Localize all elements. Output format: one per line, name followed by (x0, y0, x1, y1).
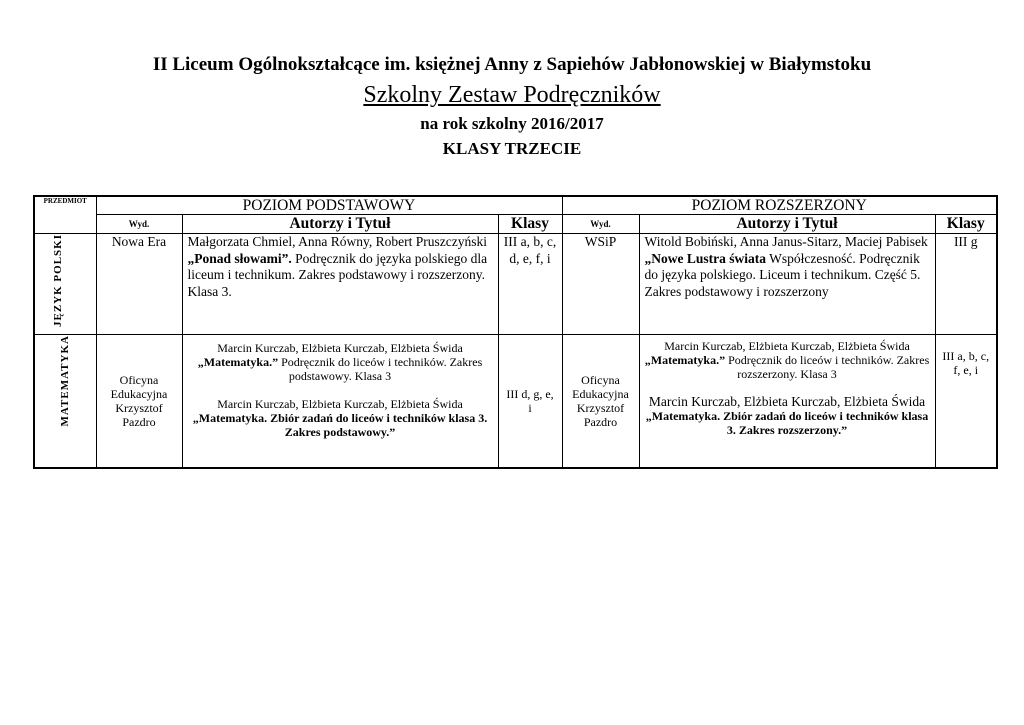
publisher-cell: Nowa Era (96, 234, 182, 335)
book-description: Podręcznik do liceów i techników. Zakres podstawowy. Klasa 3 (278, 355, 483, 383)
publisher-cell: WSiP (562, 234, 639, 335)
book-cell (639, 234, 935, 335)
table-row (34, 335, 997, 469)
book-title: „Matematyka. Zbiór zadań do liceów i techników klasa 3. Zakres rozszerzony.” (645, 409, 929, 437)
basic-level-header: POZIOM PODSTAWOWY (96, 196, 562, 215)
classes-cell: III g (935, 234, 997, 335)
classes-cell: III d, g, e, i (498, 335, 562, 469)
book-authors: Marcin Kurczab, Elżbieta Kurczab, Elżbieta Świda (648, 394, 926, 409)
book-authors: Witold Bobiński, Anna Janus-Sitarz, Maciej Pabisek (644, 234, 928, 249)
classes-cell: III a, b, c, d, e, f, i (498, 234, 562, 335)
book-authors: Małgorzata Chmiel, Anna Równy, Robert Pruszczyński (187, 234, 487, 249)
classes-cell: III a, b, c, f, e, i (935, 335, 997, 469)
subject-label: JĘZYK POLSKI (52, 234, 65, 327)
classes-header-extended: Klasy (935, 215, 997, 234)
book-authors: Marcin Kurczab, Elżbieta Kurczab, Elżbieta Świda (217, 341, 463, 355)
book-description: Podręcznik do liceów i techników. Zakres rozszerzony. Klasa 3 (725, 353, 930, 381)
publisher-header-extended: Wyd. (562, 215, 639, 234)
document-header (0, 50, 1024, 161)
book-title: „Matematyka.” (644, 353, 726, 367)
subject-label: MATEMATYKA (58, 335, 71, 427)
book-description: Współczesność. Podręcznik do języka polskiego. Liceum i technikum. Część 5. Zakres podstawowy i rozszerzony (644, 250, 921, 299)
subject-cell (34, 335, 96, 469)
table-row (34, 234, 997, 335)
book-title: „Nowe Lustra świata (644, 250, 766, 266)
authors-header-basic: Autorzy i Tytuł (182, 215, 498, 234)
book-authors: Marcin Kurczab, Elżbieta Kurczab, Elżbieta Świda (217, 397, 463, 411)
subject-cell (34, 234, 96, 335)
document-title: Szkolny Zestaw Podręczników (363, 82, 661, 108)
level-header-row (34, 196, 997, 215)
book-authors: Marcin Kurczab, Elżbieta Kurczab, Elżbieta Świda (664, 339, 910, 353)
book-title: „Matematyka.” (197, 355, 279, 369)
textbook-table (33, 195, 998, 469)
book-description: Podręcznik do języka polskiego dla liceum i technikum. Zakres podstawowy i rozszerzony. Klasa 3. (187, 250, 488, 299)
book-title: „Matematyka. Zbiór zadań do liceów i techników klasa 3. Zakres podstawowy.” (192, 411, 488, 439)
publisher-cell: Oficyna Edukacyjna Krzysztof Pazdro (562, 335, 639, 469)
school-year: na rok szkolny 2016/2017 (420, 114, 604, 133)
book-title: „Ponad słowami”. (187, 250, 292, 266)
authors-header-extended: Autorzy i Tytuł (639, 215, 935, 234)
column-header-row (34, 215, 997, 234)
book-cell (182, 335, 498, 469)
book-cell (639, 335, 935, 469)
extended-level-header: POZIOM ROZSZERZONY (562, 196, 997, 215)
subject-column-header: PRZEDMIOT (34, 196, 96, 234)
publisher-cell: Oficyna Edukacyjna Krzysztof Pazdro (96, 335, 182, 469)
book-cell (182, 234, 498, 335)
class-level: KLASY TRZECIE (442, 139, 582, 158)
school-name: II Liceum Ogólnokształcące im. księżnej Anny z Sapiehów Jabłonowskiej w Białymstoku (152, 54, 872, 75)
publisher-header-basic: Wyd. (96, 215, 182, 234)
classes-header-basic: Klasy (498, 215, 562, 234)
